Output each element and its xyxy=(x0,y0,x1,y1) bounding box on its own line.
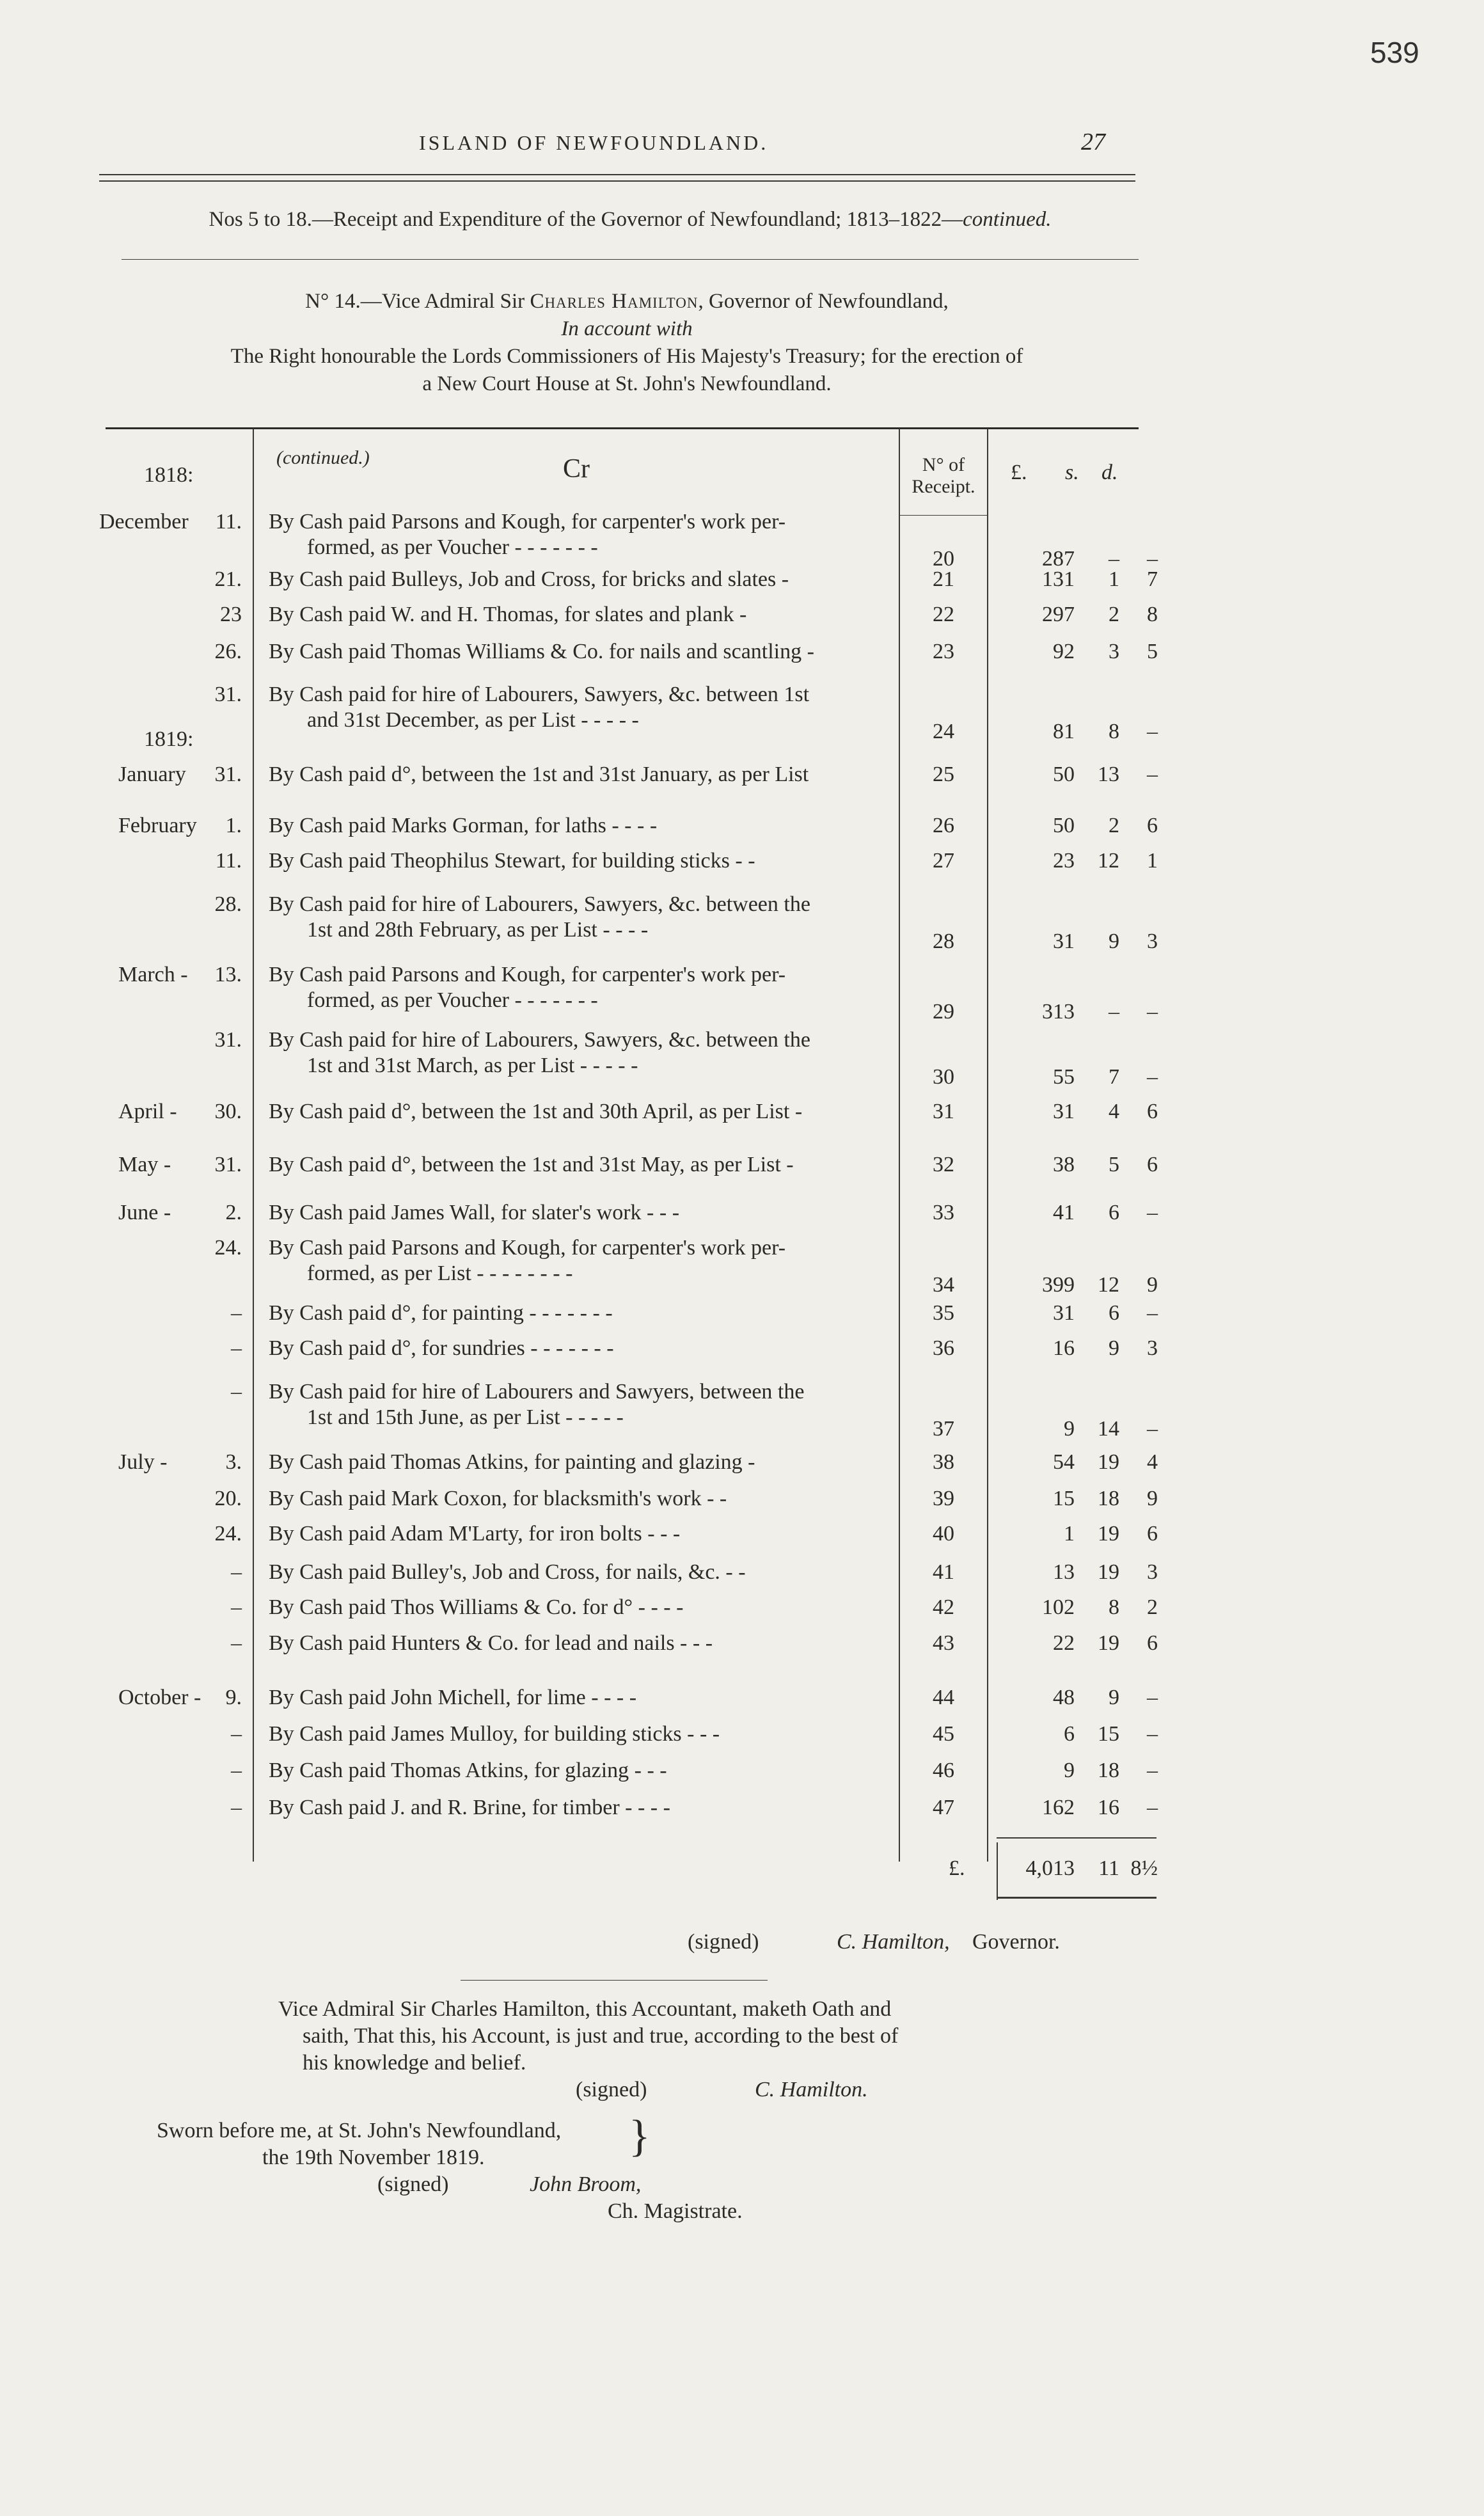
row-day: 2. xyxy=(225,1201,242,1224)
row-day: – xyxy=(231,1301,242,1325)
row-description-line-1: By Cash paid for hire of Labourers, Sawyers, &c. between the xyxy=(269,892,810,916)
row-shillings: 19 xyxy=(1098,1560,1119,1584)
row-shillings: 12 xyxy=(1098,849,1119,873)
brace-icon: } xyxy=(629,2112,651,2161)
row-receipt-number: 36 xyxy=(933,1336,954,1360)
row-pence: – xyxy=(1147,1722,1158,1746)
total-box-left xyxy=(997,1842,998,1900)
row-shillings: 1 xyxy=(1109,567,1119,591)
row-pounds: 102 xyxy=(1042,1595,1075,1619)
row-description-line-1: By Cash paid Theophilus Stewart, for building sticks - - xyxy=(269,849,755,873)
row-pounds: 399 xyxy=(1042,1273,1075,1297)
row-description-line-1: By Cash paid John Michell, for lime - - - - xyxy=(269,1686,637,1709)
row-day: 24. xyxy=(214,1236,242,1260)
row-description-line-2: formed, as per Voucher - - - - - - - xyxy=(307,535,598,559)
row-shillings: 7 xyxy=(1109,1065,1119,1089)
row-pounds: 131 xyxy=(1042,567,1075,591)
year-1818: 1818: xyxy=(144,463,194,487)
row-receipt-number: 38 xyxy=(933,1450,954,1474)
oath-line-3: his knowledge and belief. xyxy=(303,2051,526,2075)
row-shillings: 3 xyxy=(1109,640,1119,663)
row-receipt-number: 40 xyxy=(933,1522,954,1546)
row-day: – xyxy=(231,1595,242,1619)
account-heading xyxy=(115,288,1139,398)
row-day: 23 xyxy=(220,603,242,626)
row-day: 28. xyxy=(214,892,242,916)
row-shillings: 8 xyxy=(1109,720,1119,743)
row-day: 13. xyxy=(214,963,242,986)
signature-title: Governor. xyxy=(972,1930,1060,1954)
row-shillings: 12 xyxy=(1098,1273,1119,1297)
row-receipt-number: 34 xyxy=(933,1273,954,1297)
total-shillings: 11 xyxy=(1098,1856,1119,1880)
heading-line-4: a New Court House at St. John's Newfoundland. xyxy=(422,372,832,395)
row-pounds: 313 xyxy=(1042,1000,1075,1024)
header-rule-bottom xyxy=(99,180,1135,182)
shillings-header: s. xyxy=(1065,461,1079,484)
row-pounds: 9 xyxy=(1064,1759,1075,1782)
row-description-line-1: By Cash paid d°, for sundries - - - - - - - xyxy=(269,1336,614,1360)
row-pence: 6 xyxy=(1147,1153,1158,1176)
row-description-line-1: By Cash paid for hire of Labourers and Sawyers, between the xyxy=(269,1380,805,1404)
row-receipt-number: 22 xyxy=(933,603,954,626)
row-month: December xyxy=(99,510,189,534)
row-month: February xyxy=(118,814,197,837)
row-pence: – xyxy=(1147,1686,1158,1709)
row-pence: – xyxy=(1147,720,1158,743)
row-month: July - xyxy=(118,1450,168,1474)
row-shillings: 9 xyxy=(1109,1336,1119,1360)
continued-label: (continued.) xyxy=(276,447,370,468)
row-day: 31. xyxy=(214,1028,242,1052)
row-shillings: 19 xyxy=(1098,1631,1119,1655)
row-description-line-1: By Cash paid d°, between the 1st and 31st January, as per List xyxy=(269,763,809,786)
row-shillings: – xyxy=(1109,1000,1119,1024)
row-pounds: 16 xyxy=(1053,1336,1075,1360)
magistrate-name: John Broom, xyxy=(530,2172,642,2196)
heading-line-2: In account with xyxy=(561,317,693,340)
row-shillings: 2 xyxy=(1109,603,1119,626)
row-description-line-1: By Cash paid for hire of Labourers, Sawyers, &c. between the xyxy=(269,1028,810,1052)
row-pounds: 23 xyxy=(1053,849,1075,873)
year-1819: 1819: xyxy=(144,727,194,751)
row-receipt-number: 31 xyxy=(933,1100,954,1123)
row-receipt-number: 20 xyxy=(933,547,954,571)
row-receipt-number: 24 xyxy=(933,720,954,743)
oath-line-1: Vice Admiral Sir Charles Hamilton, this Accountant, maketh Oath and xyxy=(278,1997,892,2021)
row-day: – xyxy=(231,1796,242,1819)
row-shillings: 18 xyxy=(1098,1759,1119,1782)
row-description-line-1: By Cash paid for hire of Labourers, Sawyers, &c. between 1st xyxy=(269,683,810,706)
row-pounds: 6 xyxy=(1064,1722,1075,1746)
row-pence: 5 xyxy=(1147,640,1158,663)
signature-rule xyxy=(461,1980,768,1981)
row-pounds: 297 xyxy=(1042,603,1075,626)
row-receipt-number: 30 xyxy=(933,1065,954,1089)
row-description-line-1: By Cash paid Thomas Williams & Co. for nails and scantling - xyxy=(269,640,814,663)
oath-line-2: saith, That this, his Account, is just and true, according to the best of xyxy=(303,2024,899,2048)
row-shillings: 13 xyxy=(1098,763,1119,786)
row-day: – xyxy=(231,1722,242,1746)
row-description-line-1: By Cash paid Hunters & Co. for lead and nails - - - xyxy=(269,1631,713,1655)
row-pence: 9 xyxy=(1147,1273,1158,1297)
row-day: 21. xyxy=(214,567,242,591)
heading-line-1: N° 14.—Vice Admiral Sir Charles Hamilton, Governor of Newfoundland, xyxy=(305,290,949,313)
row-shillings: 4 xyxy=(1109,1100,1119,1123)
row-receipt-number: 23 xyxy=(933,640,954,663)
row-receipt-number: 42 xyxy=(933,1595,954,1619)
row-shillings: 8 xyxy=(1109,1595,1119,1619)
row-shillings: 6 xyxy=(1109,1301,1119,1325)
row-receipt-number: 47 xyxy=(933,1796,954,1819)
row-shillings: 14 xyxy=(1098,1417,1119,1441)
row-description-line-2: 1st and 28th February, as per List - - - - xyxy=(307,918,649,942)
header-rule-top xyxy=(99,174,1135,175)
row-description-line-2: and 31st December, as per List - - - - - xyxy=(307,708,639,732)
pence-header: d. xyxy=(1101,461,1118,484)
row-month: May - xyxy=(118,1153,171,1176)
row-pence: 6 xyxy=(1147,814,1158,837)
row-shillings: 6 xyxy=(1109,1201,1119,1224)
row-receipt-number: 21 xyxy=(933,567,954,591)
heading-line-3: The Right honourable the Lords Commissioners of His Majesty's Treasury; for the erection of xyxy=(230,345,1023,368)
total-label: £. xyxy=(949,1856,965,1880)
row-shillings: 2 xyxy=(1109,814,1119,837)
row-month: April - xyxy=(118,1100,177,1123)
receipt-number-header: N° of Receipt. xyxy=(912,454,975,497)
row-day: – xyxy=(231,1560,242,1584)
row-pence: – xyxy=(1147,763,1158,786)
row-pence: – xyxy=(1147,547,1158,571)
row-pounds: 22 xyxy=(1053,1631,1075,1655)
row-day: 31. xyxy=(214,683,242,706)
row-pounds: 31 xyxy=(1053,930,1075,953)
row-shillings: 19 xyxy=(1098,1450,1119,1474)
sworn-signed-label: (signed) xyxy=(377,2172,449,2196)
row-description-line-2: formed, as per Voucher - - - - - - - xyxy=(307,988,598,1012)
row-shillings: 9 xyxy=(1109,1686,1119,1709)
signed-label-1: (signed) xyxy=(688,1930,759,1954)
row-description-line-1: By Cash paid W. and H. Thomas, for slates and plank - xyxy=(269,603,747,626)
receipt-column-line-right xyxy=(987,429,988,1862)
row-shillings: 19 xyxy=(1098,1522,1119,1546)
row-day: 3. xyxy=(225,1450,242,1474)
row-pounds: 48 xyxy=(1053,1686,1075,1709)
row-pence: 1 xyxy=(1147,849,1158,873)
row-description-line-1: By Cash paid Mark Coxon, for blacksmith's work - - xyxy=(269,1487,727,1510)
row-day: – xyxy=(231,1380,242,1404)
row-day: 11. xyxy=(215,849,242,873)
row-month: October - xyxy=(118,1686,201,1709)
row-pounds: 50 xyxy=(1053,763,1075,786)
row-description-line-1: By Cash paid Parsons and Kough, for carpenter's work per- xyxy=(269,1236,786,1260)
row-pence: – xyxy=(1147,1417,1158,1441)
row-description-line-1: By Cash paid Thos Williams & Co. for d° - - - - xyxy=(269,1595,684,1619)
row-shillings: 15 xyxy=(1098,1722,1119,1746)
row-pence: 8 xyxy=(1147,603,1158,626)
row-pence: 4 xyxy=(1147,1450,1158,1474)
total-pence: 8½ xyxy=(1130,1856,1158,1880)
row-pence: – xyxy=(1147,1000,1158,1024)
row-shillings: – xyxy=(1109,547,1119,571)
total-pounds: 4,013 xyxy=(1025,1856,1075,1880)
row-receipt-number: 35 xyxy=(933,1301,954,1325)
row-description-line-1: By Cash paid Marks Gorman, for laths - - - - xyxy=(269,814,658,837)
row-receipt-number: 43 xyxy=(933,1631,954,1655)
row-pounds: 92 xyxy=(1053,640,1075,663)
row-day: – xyxy=(231,1336,242,1360)
row-receipt-number: 37 xyxy=(933,1417,954,1441)
row-pounds: 50 xyxy=(1053,814,1075,837)
row-pounds: 81 xyxy=(1053,720,1075,743)
caption-tail: continued. xyxy=(963,208,1052,231)
row-receipt-number: 39 xyxy=(933,1487,954,1510)
row-shillings: 9 xyxy=(1109,930,1119,953)
row-pence: – xyxy=(1147,1065,1158,1089)
row-pounds: 15 xyxy=(1053,1487,1075,1510)
row-pence: 6 xyxy=(1147,1100,1158,1123)
row-receipt-number: 26 xyxy=(933,814,954,837)
row-pounds: 162 xyxy=(1042,1796,1075,1819)
sworn-line-2: the 19th November 1819. xyxy=(262,2146,485,2169)
row-description-line-1: By Cash paid James Wall, for slater's work - - - xyxy=(269,1201,680,1224)
governor-name: Charles Hamilton xyxy=(530,290,699,313)
row-receipt-number: 44 xyxy=(933,1686,954,1709)
row-description-line-1: By Cash paid Bulleys, Job and Cross, for bricks and slates - xyxy=(269,567,789,591)
row-receipt-number: 46 xyxy=(933,1759,954,1782)
row-day: 20. xyxy=(214,1487,242,1510)
row-pounds: 13 xyxy=(1053,1560,1075,1584)
signature-name: C. Hamilton, xyxy=(837,1930,950,1954)
row-pence: – xyxy=(1147,1759,1158,1782)
row-description-line-2: 1st and 31st March, as per List - - - - - xyxy=(307,1054,638,1077)
row-day: – xyxy=(231,1759,242,1782)
row-pounds: 9 xyxy=(1064,1417,1075,1441)
row-shillings: 5 xyxy=(1109,1153,1119,1176)
row-receipt-number: 25 xyxy=(933,763,954,786)
running-head: ISLAND OF NEWFOUNDLAND. xyxy=(419,131,769,154)
page-number: 539 xyxy=(1370,36,1419,69)
row-description-line-1: By Cash paid Parsons and Kough, for carpenter's work per- xyxy=(269,963,786,986)
row-shillings: 16 xyxy=(1098,1796,1119,1819)
row-receipt-number: 45 xyxy=(933,1722,954,1746)
row-pounds: 38 xyxy=(1053,1153,1075,1176)
row-day: 9. xyxy=(225,1686,242,1709)
row-description-line-1: By Cash paid Adam M'Larty, for iron bolts - - - xyxy=(269,1522,681,1546)
row-pounds: 31 xyxy=(1053,1100,1075,1123)
sworn-line-1: Sworn before me, at St. John's Newfoundland, xyxy=(157,2119,562,2142)
row-pence: 7 xyxy=(1147,567,1158,591)
receipt-header-rule xyxy=(899,515,987,516)
row-pence: 9 xyxy=(1147,1487,1158,1510)
row-pounds: 287 xyxy=(1042,547,1075,571)
row-day: 31. xyxy=(214,763,242,786)
row-description-line-1: By Cash paid Parsons and Kough, for carpenter's work per- xyxy=(269,510,786,534)
row-day: 31. xyxy=(214,1153,242,1176)
caption-rule xyxy=(122,259,1139,260)
row-month: March - xyxy=(118,963,188,986)
folio-number: 27 xyxy=(1081,129,1105,155)
row-pounds: 41 xyxy=(1053,1201,1075,1224)
row-pence: – xyxy=(1147,1201,1158,1224)
row-description-line-1: By Cash paid d°, for painting - - - - - - - xyxy=(269,1301,613,1325)
row-description-line-1: By Cash paid Thomas Atkins, for glazing - - - xyxy=(269,1759,667,1782)
row-receipt-number: 28 xyxy=(933,930,954,953)
row-day: 11. xyxy=(215,510,242,534)
row-receipt-number: 41 xyxy=(933,1560,954,1584)
table-caption xyxy=(122,208,1139,232)
row-pence: 6 xyxy=(1147,1631,1158,1655)
total-rule-top xyxy=(997,1837,1156,1839)
row-pence: 2 xyxy=(1147,1595,1158,1619)
row-pounds: 1 xyxy=(1064,1522,1075,1546)
magistrate-title: Ch. Magistrate. xyxy=(608,2199,743,2223)
row-month: June - xyxy=(118,1201,171,1224)
total-rule-bottom xyxy=(997,1897,1156,1899)
row-description-line-1: By Cash paid d°, between the 1st and 30th April, as per List - xyxy=(269,1100,803,1123)
row-receipt-number: 33 xyxy=(933,1201,954,1224)
row-pounds: 54 xyxy=(1053,1450,1075,1474)
row-day: 1. xyxy=(225,814,242,837)
receipt-column-line-left xyxy=(899,429,900,1862)
table-top-rule xyxy=(106,427,1139,429)
date-column-line xyxy=(253,429,254,1862)
oath-signed-label: (signed) xyxy=(576,2078,647,2101)
row-description-line-1: By Cash paid James Mulloy, for building sticks - - - xyxy=(269,1722,720,1746)
credit-label: Cr xyxy=(563,454,590,484)
row-pence: 3 xyxy=(1147,1336,1158,1360)
row-description-line-1: By Cash paid Bulley's, Job and Cross, for nails, &c. - - xyxy=(269,1560,746,1584)
row-description-line-1: By Cash paid Thomas Atkins, for painting and glazing - xyxy=(269,1450,755,1474)
row-day: 24. xyxy=(214,1522,242,1546)
row-day: – xyxy=(231,1631,242,1655)
row-description-line-1: By Cash paid J. and R. Brine, for timber - - - - xyxy=(269,1796,670,1819)
row-pence: – xyxy=(1147,1796,1158,1819)
pounds-header: £. xyxy=(1011,461,1027,484)
row-shillings: 18 xyxy=(1098,1487,1119,1510)
row-pence: 3 xyxy=(1147,930,1158,953)
row-description-line-2: formed, as per List - - - - - - - - xyxy=(307,1262,573,1285)
row-pence: – xyxy=(1147,1301,1158,1325)
row-description-line-2: 1st and 15th June, as per List - - - - - xyxy=(307,1405,624,1429)
row-pence: 3 xyxy=(1147,1560,1158,1584)
oath-signature-name: C. Hamilton. xyxy=(755,2078,868,2101)
row-receipt-number: 27 xyxy=(933,849,954,873)
row-pounds: 55 xyxy=(1053,1065,1075,1089)
row-description-line-1: By Cash paid d°, between the 1st and 31st May, as per List - xyxy=(269,1153,794,1176)
row-receipt-number: 32 xyxy=(933,1153,954,1176)
row-day: 30. xyxy=(214,1100,242,1123)
row-day: 26. xyxy=(214,640,242,663)
row-pence: 6 xyxy=(1147,1522,1158,1546)
caption-main: Nos 5 to 18.—Receipt and Expenditure of the Governor of Newfoundland; 1813–1822— xyxy=(209,208,963,231)
row-month: January xyxy=(118,763,186,786)
row-pounds: 31 xyxy=(1053,1301,1075,1325)
row-receipt-number: 29 xyxy=(933,1000,954,1024)
